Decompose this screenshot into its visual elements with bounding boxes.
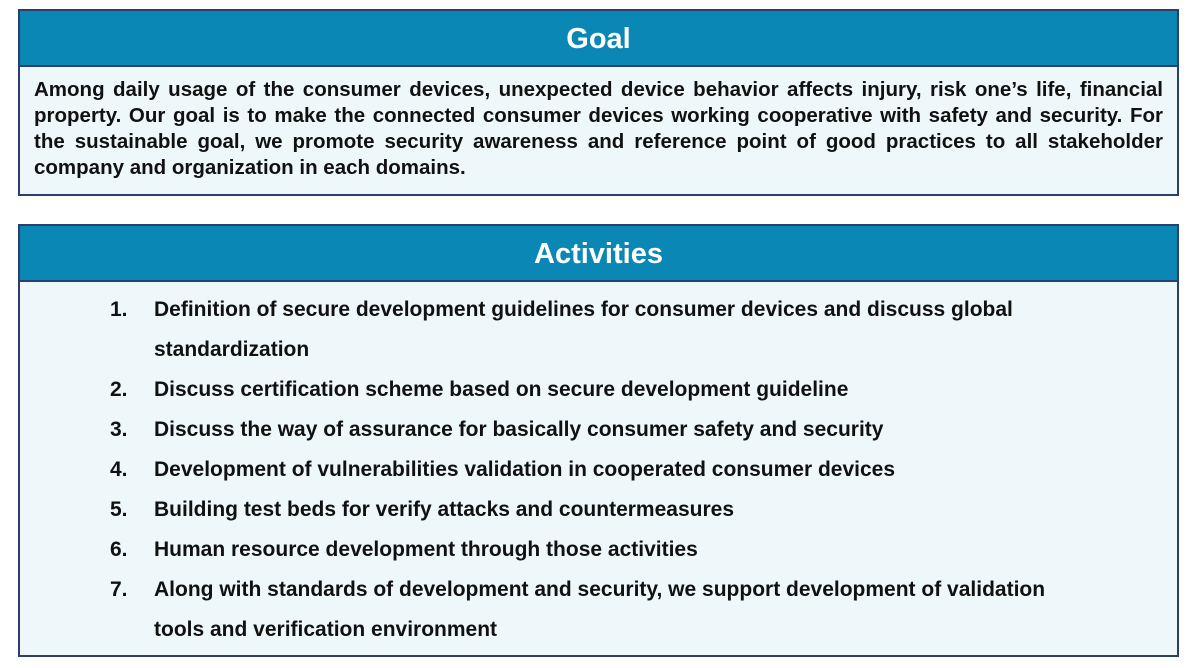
list-item	[20, 290, 1177, 370]
goal-header: Goal	[20, 11, 1177, 67]
goal-panel	[18, 9, 1179, 196]
list-item	[20, 450, 1177, 490]
activity-list	[20, 282, 1177, 650]
list-item	[20, 570, 1177, 650]
list-item	[20, 370, 1177, 410]
activities-header: Activities	[20, 226, 1177, 282]
list-item-number: 3.	[110, 418, 128, 441]
list-item-number: 6.	[110, 538, 128, 561]
list-item-number: 5.	[110, 498, 128, 521]
list-item-number: 1.	[110, 298, 128, 321]
list-item-text: Discuss certification scheme based on secure development guideline	[154, 378, 849, 401]
list-item-text: Human resource development through those activities	[154, 538, 698, 561]
list-item-number: 4.	[110, 458, 128, 481]
list-item	[20, 410, 1177, 450]
list-item	[20, 530, 1177, 570]
list-item-text: Along with standards of development and security, we support development of validation tools and verification environment	[154, 578, 1046, 641]
list-item-text: Discuss the way of assurance for basically consumer safety and security	[154, 418, 884, 441]
list-item-text: Definition of secure development guidelines for consumer devices and discuss global standardization	[154, 298, 1013, 361]
list-item-number: 7.	[110, 578, 128, 601]
activities-panel	[18, 224, 1179, 657]
list-item-number: 2.	[110, 378, 128, 401]
list-item	[20, 490, 1177, 530]
list-item-text: Building test beds for verify attacks and countermeasures	[154, 498, 735, 521]
goal-text: Among daily usage of the consumer devices, unexpected device behavior affects injury, risk one’s life, financial property. Our goal is to make the connected consumer devices working cooperative with safety and security. For the sustainable goal, we promote security awareness and reference point of good practices to all stakeholder company and organization in each domains.	[34, 78, 1163, 179]
list-item-text: Development of vulnerabilities validation in cooperated consumer devices	[154, 458, 896, 481]
